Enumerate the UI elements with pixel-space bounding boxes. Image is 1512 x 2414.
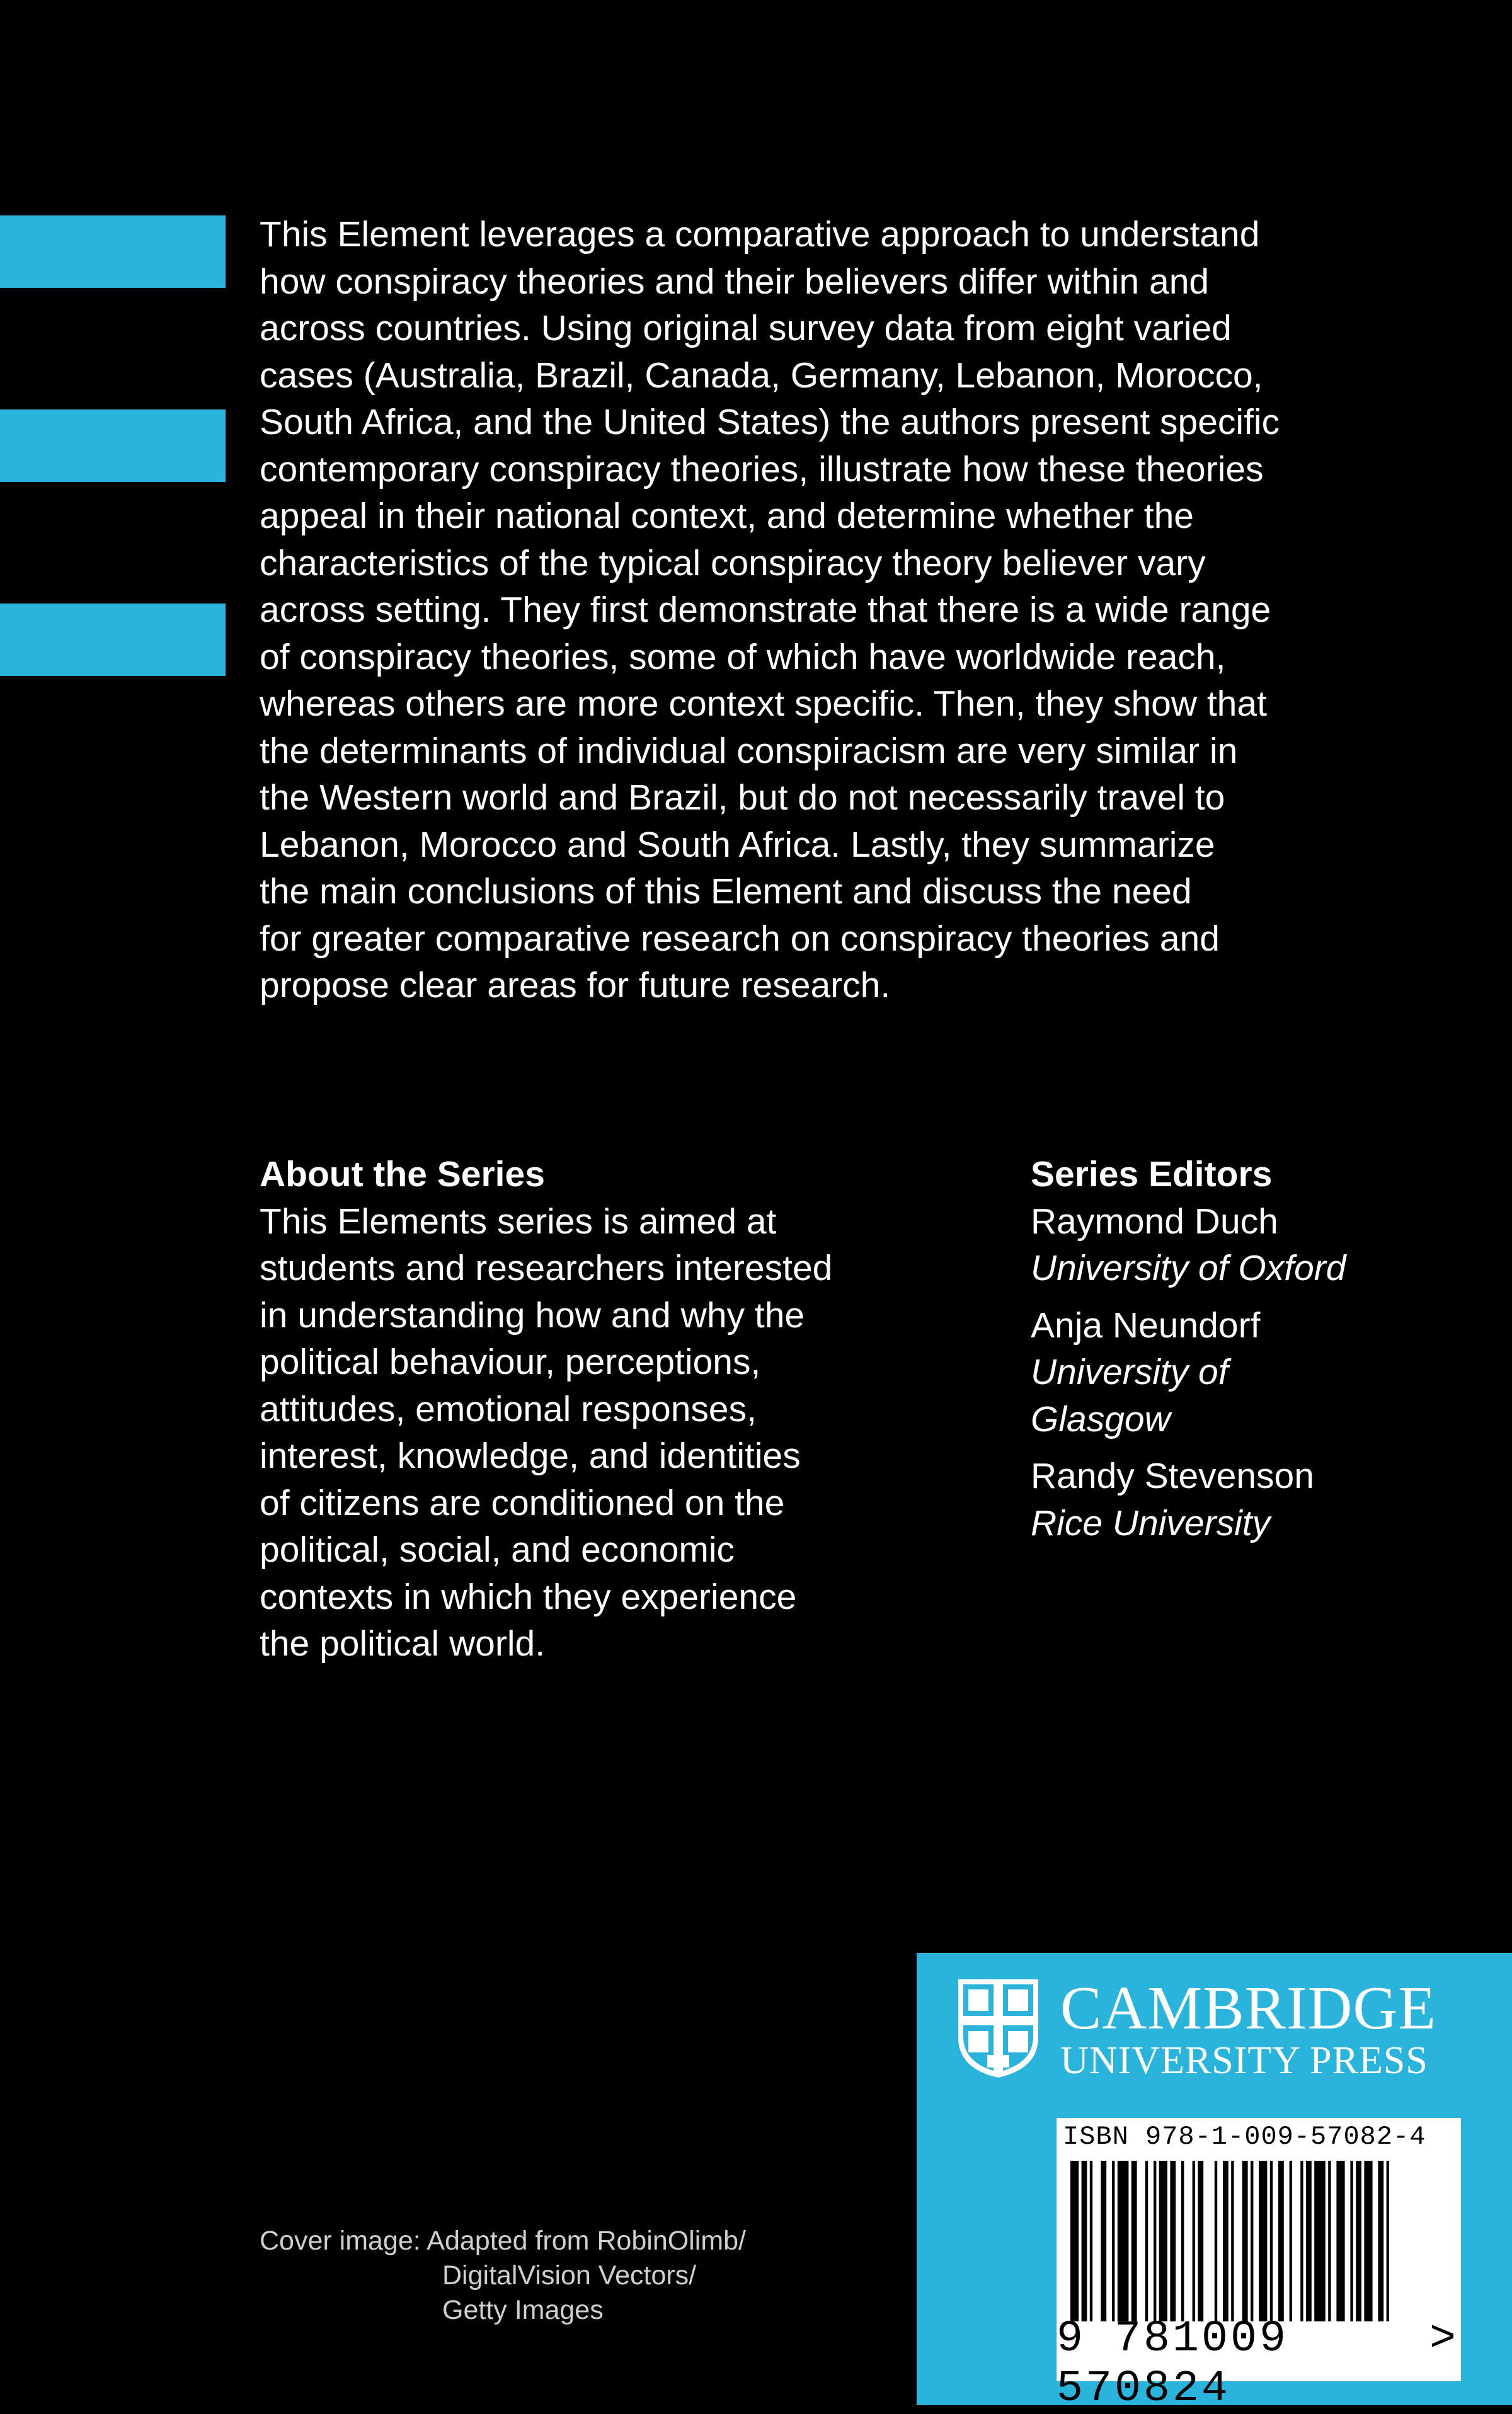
isbn-barcode (1057, 2118, 1461, 2414)
book-blurb: This Element leverages a comparative approach to understand how conspiracy theories and their believers differ within and across countries. Using original survey data from eight varied cases (Australia, Brazil, Canada, Germany, Lebanon, Morocco, South Africa, and the United States) the authors present specific contemporary conspiracy theories, illustrate how these theories appeal in their national context, and determine whether the characteristics of the typical conspiracy theory believer vary across setting. They first demonstrate that there is a wide range of conspiracy theories, some of which have worldwide reach, whereas others are more context specific. Then, they show that the determinants of individual conspiracism are very similar in the Western world and Brazil, but do not necessarily travel to Lebanon, Morocco and South Africa. Lastly, they summarize the main conclusions of this Element and discuss the need for greater comparative research on conspiracy theories and propose clear areas for future research. (260, 214, 1280, 1005)
accent-bar-top (0, 215, 226, 288)
editor-name: Randy Stevenson (1031, 1456, 1314, 1496)
series-editors-heading: Series Editors (1031, 1154, 1273, 1194)
publisher-name (1060, 1974, 1437, 2082)
about-series-heading: About the Series (260, 1154, 545, 1194)
editor-affiliation: University of Oxford (1031, 1248, 1346, 1288)
editor-name: Raymond Duch (1031, 1201, 1278, 1242)
credit-line-3: Getty Images (442, 2295, 604, 2325)
editor-entry (1031, 1453, 1472, 1547)
publisher-name-line-1: CAMBRIDGE (1060, 1974, 1437, 2042)
editor-entry (1031, 1302, 1472, 1443)
barcode-icon (1062, 2161, 1402, 2321)
cambridge-crest-icon (956, 1977, 1041, 2080)
credit-line-1: Cover image: Adapted from RobinOlimb/ (260, 2226, 746, 2256)
accent-bar-bottom (0, 604, 226, 676)
editor-affiliation: Rice University (1031, 1502, 1271, 1543)
isbn-label: ISBN 978-1-009-57082-4 (1063, 2122, 1426, 2152)
editor-entry (1031, 1198, 1472, 1292)
barcode-number: 9 781009 570824 (1057, 2314, 1289, 2414)
editor-name: Anja Neundorf (1031, 1305, 1261, 1346)
credit-line-2: DigitalVision Vectors/ (442, 2260, 697, 2291)
publisher-name-line-2: UNIVERSITY PRESS (1060, 2039, 1428, 2082)
barcode-arrow: > (1429, 2314, 1456, 2364)
about-series-body: This Elements series is aimed at students and researchers interested in understanding how and why the political behaviour, perceptions, attitudes, emotional responses, interest, knowledge, and identities of citizens are conditioned on the political, social, and economic contexts in which they experience the political world. (260, 1201, 833, 1664)
about-series-section (260, 1151, 953, 1667)
cover-image-credit (260, 2224, 827, 2328)
accent-bar-middle (0, 409, 226, 482)
editor-affiliation: University of Glasgow (1031, 1352, 1228, 1439)
publisher-panel (917, 1953, 1512, 2414)
series-editors-section (1031, 1151, 1472, 1557)
